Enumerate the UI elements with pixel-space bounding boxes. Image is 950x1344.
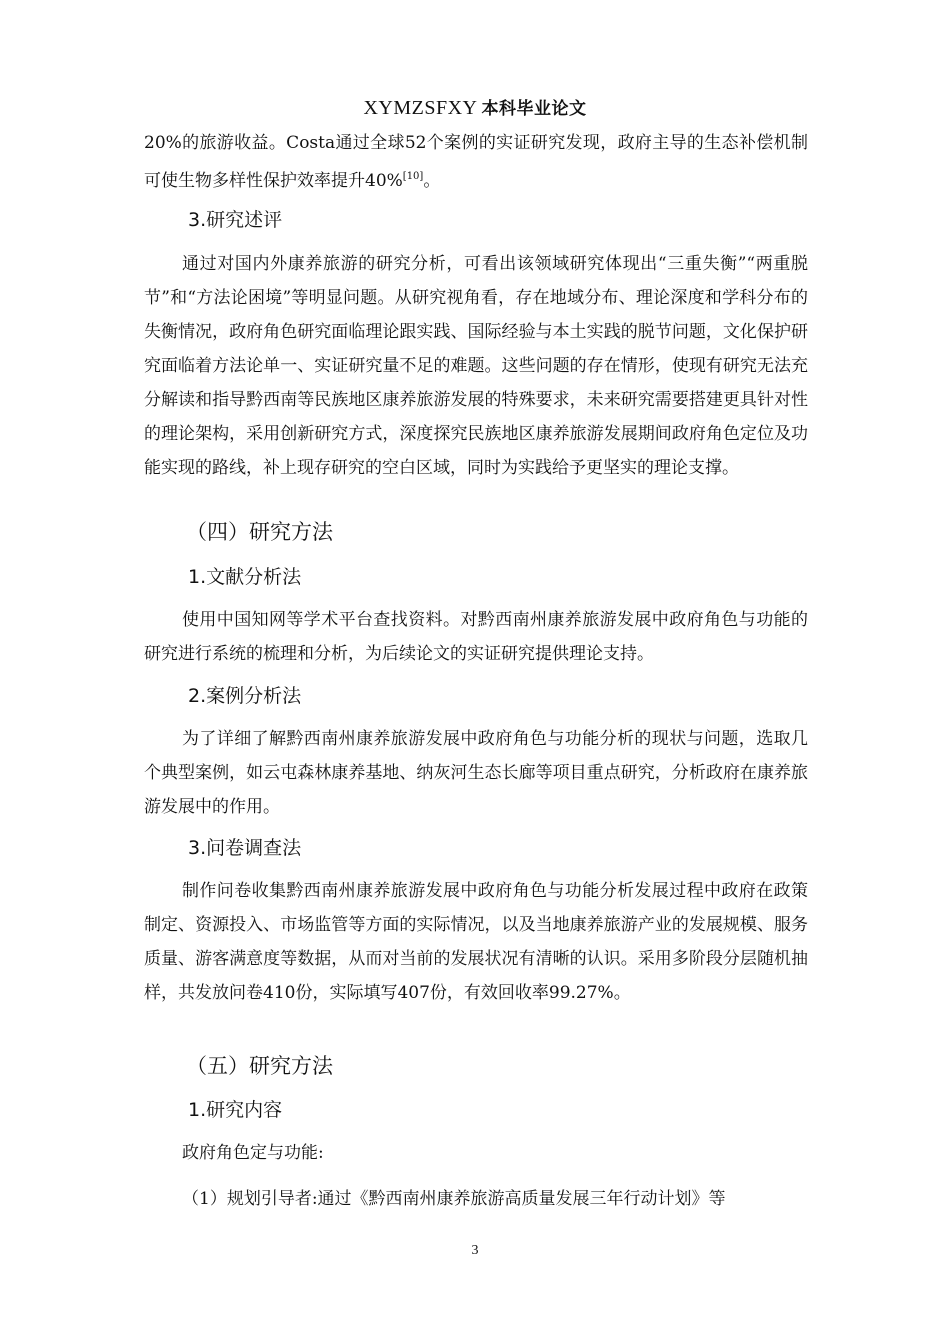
heading-literature-analysis: 1.文献分析法: [188, 566, 302, 588]
header-title: 本科毕业论文: [481, 99, 587, 119]
paragraph-case: 为了详细了解黔西南州康养旅游发展中政府角色与功能分析的现状与问题，选取几个典型案例，如云屯森林康养基地、纳灰河生态长廊等项目重点研究，分析政府在康养旅游发展中的作用。: [144, 729, 808, 817]
page-number: 3: [471, 1243, 479, 1258]
paragraph-continued: [144, 126, 808, 198]
paragraph-survey: 制作问卷收集黔西南州康养旅游发展中政府角色与功能分析发展过程中政府在政策制定、资源投入、市场监管等方面的实际情况，以及当地康养旅游产业的发展规模、服务质量、游客满意度等数据，从而对当前的发展状况有清晰的认识。采用多阶段分层随机抽样，共发放问卷410份，实际填写407份，有效回收率99.27%。: [144, 881, 808, 1003]
paragraph-text: 20%的旅游收益。Costa通过全球52个案例的实证研究发现，政府主导的生态补偿机制可使生物多样性保护效率提升40%: [144, 133, 808, 191]
heading-survey: 3.问卷调查法: [188, 837, 302, 859]
page-header: [0, 94, 950, 120]
paragraph-government-role: 政府角色定与功能:: [182, 1143, 324, 1163]
header-code: XYMZSFXY: [363, 97, 478, 119]
paragraph-review: 通过对国内外康养旅游的研究分析，可看出该领域研究体现出“三重失衡”“两重脱节”和“方法论困境”等明显问题。从研究视角看，存在地域分布、理论深度和学科分布的失衡情况，政府角色研究面临理论跟实践、国际经验与本土实践的脱节问题，文化保护研究面临着方法论单一、实证研究量不足的难题。这些问题的存在情形，使现有研究无法充分解读和指导黔西南等民族地区康养旅游发展的特殊要求，未来研究需要搭建更具针对性的理论架构，采用创新研究方式，深度探究民族地区康养旅游发展期间政府角色定位及功能实现的路线，补上现存研究的空白区域，同时为实践给予更坚实的理论支撑。: [144, 254, 808, 478]
heading-research-content: 1.研究内容: [188, 1099, 283, 1121]
heading-research-methods-2: （五）研究方法: [186, 1054, 333, 1078]
heading-research-review: 3.研究述评: [188, 209, 283, 231]
paragraph-planning-guide: （1）规划引导者:通过《黔西南州康养旅游高质量发展三年行动计划》等: [182, 1189, 726, 1209]
paragraph-literature: 使用中国知网等学术平台查找资料。对黔西南州康养旅游发展中政府角色与功能的研究进行系统的梳理和分析，为后续论文的实证研究提供理论支持。: [144, 610, 808, 664]
heading-case-analysis: 2.案例分析法: [188, 685, 302, 707]
paragraph-tail: 。: [423, 171, 441, 191]
heading-research-methods: （四）研究方法: [186, 520, 333, 544]
citation-ref: [10]: [402, 171, 424, 182]
